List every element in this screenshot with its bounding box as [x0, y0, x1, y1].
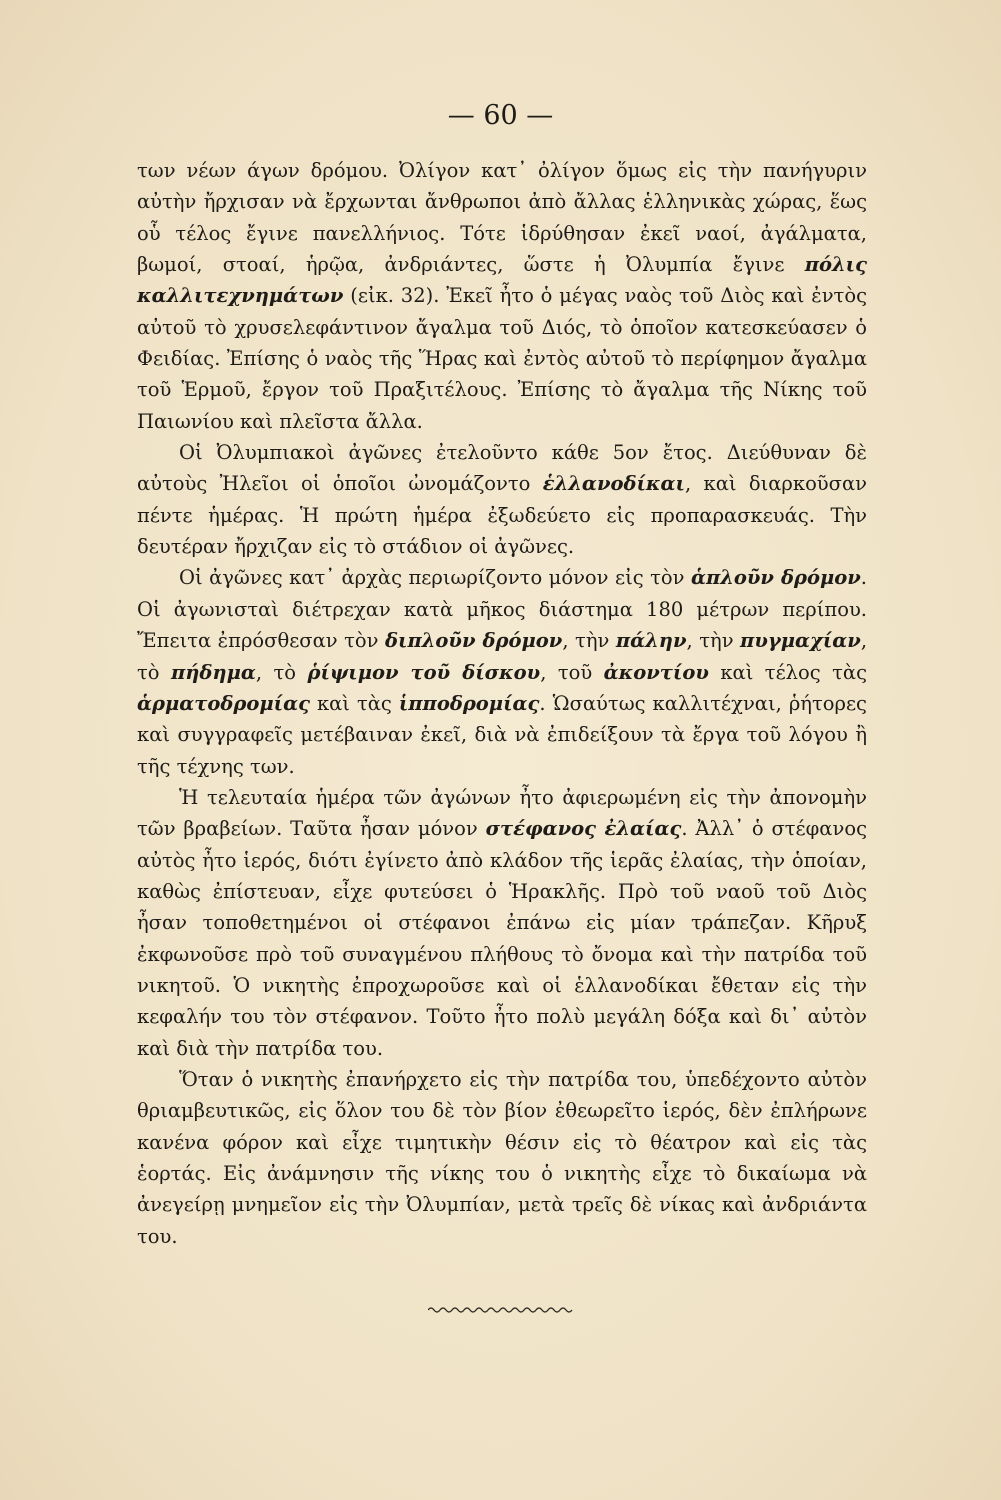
text-run: Οἱ ἀγῶνες κατ᾿ ἀρχὰς περιωρίζοντο μόνον εἰς τὸν	[179, 566, 691, 590]
emphasized-term: πόλις καλλιτεχνημάτων	[137, 253, 867, 308]
text-run: Ὅταν ὁ νικητὴς ἐπανήρχετο εἰς τὴν πατρίδα του, ὑπεδέχοντο αὐτὸν θριαμβευτικῶς, εἰς ὅλον του δὲ τὸν βίον ἐθεωρεῖτο ἱερός, δὲν ἐπλήρωνε κανένα φόρον καὶ εἶχε τιμητικὴν θέσιν εἰς τὸ θέατρον καὶ εἰς τὰς ἑορτάς. Εἰς ἀνάμνησιν τῆς νίκης του ὁ νικητὴς εἶχε τὸ δικαίωμα νὰ ἀνεγείρῃ μνημεῖον εἰς τὴν Ὀλυμπίαν, μετὰ τρεῖς δὲ νίκας καὶ ἀνδριάντα του.	[137, 1067, 867, 1248]
emphasized-term: πυγμαχίαν	[740, 629, 861, 653]
text-run: Ἡ τελευταία ἡμέρα τῶν ἀγώνων ἦτο ἀφιερωμένη εἰς τὴν ἀπονομὴν τῶν βραβείων. Ταῦτα ἦσαν μόνον	[137, 785, 867, 841]
text-run: , τὴν	[686, 629, 741, 653]
paragraph	[137, 437, 867, 562]
paragraph	[137, 1064, 867, 1252]
paragraph	[137, 155, 867, 437]
text-run: καὶ τὰς	[309, 691, 399, 715]
text-run: . Ὡσαύτως καλλιτέχναι, ῥήτορες καὶ συγγραφεῖς μετέβαιναν ἐκεῖ, διὰ νὰ ἐπιδείξουν τὰ ἔργα τοῦ λόγου ἢ τῆς τέχνης των.	[137, 691, 867, 778]
text-run: . Οἱ ἀγωνισταὶ διέτρεχαν κατὰ μῆκος διάστημα 180 μέτρων περίπου. Ἔπειτα ἐπρόσθεσαν τὸν	[137, 566, 867, 653]
wavy-line-icon	[428, 1305, 574, 1315]
text-run: , τὸ	[255, 660, 308, 684]
emphasized-term: ἑλλανοδίκαι	[542, 472, 685, 496]
text-run: (εἰκ. 32). Ἐκεῖ ἦτο ὁ μέγας ναὸς τοῦ Διὸς καὶ ἐντὸς αὐτοῦ τὸ χρυσελεφάντινον ἄγαλμα τοῦ Διός, τὸ ὁποῖον κατεσκεύασεν ὁ Φειδίας. Ἐπίσης ὁ ναὸς τῆς Ἥρας καὶ ἐντὸς αὐτοῦ τὸ περίφημον ἄγαλμα τοῦ Ἑρμοῦ, ἔργον τοῦ Πραξιτέλους. Ἐπίσης τὸ ἄγαλμα τῆς Νίκης τοῦ Παιωνίου καὶ πλεῖστα ἄλλα.	[137, 284, 867, 433]
body-text	[137, 155, 867, 1252]
page-number: — 60 —	[447, 100, 554, 131]
text-run: , τοῦ	[540, 660, 604, 684]
emphasized-term: στέφανος ἐλαίας	[485, 817, 682, 841]
text-run: των νέων άγων δρόμου. Ὀλίγον κατ᾿ ὀλίγον ὅμως εἰς τὴν πανήγυριν αὐτὴν ἤρχισαν νὰ ἔρχωνται ἄνθρωποι ἀπὸ ἄλλας ἑλληνικὰς χώρας, ἕως οὗ τέλος ἔγινε πανελλήνιος. Τότε ἱδρύθησαν ἐκεῖ ναοί, ἀγάλματα, βωμοί, στοαί, ἡρῷα, ἀνδριάντες, ὥστε ἡ Ὀλυμπία ἔγινε	[137, 159, 867, 277]
emphasized-term: ἁρματοδρομίας	[137, 691, 310, 715]
text-run: . Ἀλλ᾿ ὁ στέφανος αὐτὸς ἦτο ἱερός, διότι ἐγίνετο ἀπὸ κλάδον τῆς ἱερᾶς ἐλαίας, τὴν ὁποίαν, καθὼς ἐπίστευαν, εἶχε φυτεύσει ὁ Ἡρακλῆς. Πρὸ τοῦ ναοῦ τοῦ Διὸς ἦσαν τοποθετημένοι οἱ στέφανοι ἐπάνω εἰς μίαν τράπεζαν. Κῆρυξ ἐκφωνοῦσε πρὸ τοῦ συναγμένου πλήθους τὸ ὄνομα καὶ τὴν πατρίδα τοῦ νικητοῦ. Ὁ νικητὴς ἐπροχωροῦσε καὶ οἱ ἑλλανοδίκαι ἔθεταν εἰς τὴν κεφαλήν του τὸν στέφανον. Τοῦτο ἦτο πολὺ μεγάλη δόξα καὶ δι᾿ αὐτὸν καὶ διὰ τὴν πατρίδα του.	[137, 817, 867, 1060]
emphasized-term: διπλοῦν δρόμον	[385, 629, 563, 653]
emphasized-term: ἱπποδρομίας	[398, 691, 540, 715]
wavy-divider-ornament	[428, 1302, 574, 1312]
emphasized-term: πάλην	[615, 629, 687, 653]
emphasized-term: ἁπλοῦν δρόμον	[690, 566, 861, 590]
text-run: καὶ τέλος τὰς	[708, 660, 867, 684]
emphasized-term: πήδημα	[170, 660, 256, 684]
text-run: , καὶ διαρκοῦσαν πέντε ἡμέρας. Ἡ πρώτη ἡμέρα ἐξωδεύετο εἰς προπαρασκευάς. Τὴν δευτέραν ἤρχιζαν εἰς τὸ στάδιον οἱ ἀγῶνες.	[137, 472, 868, 559]
text-run: , τὴν	[562, 629, 616, 653]
emphasized-term: ἀκοντίου	[603, 660, 709, 684]
paragraph	[137, 562, 867, 781]
emphasized-term: ῥίψιμον τοῦ δίσκου	[307, 660, 541, 684]
text-run: , τὸ	[137, 629, 868, 684]
text-run: Οἱ Ὀλυμπιακοὶ ἀγῶνες ἐτελοῦντο κάθε 5ον ἔτος. Διεύθυναν δὲ αὐτοὺς Ἠλεῖοι οἱ ὁποῖοι ὠνομάζοντο	[137, 441, 867, 496]
paragraph	[137, 782, 867, 1064]
